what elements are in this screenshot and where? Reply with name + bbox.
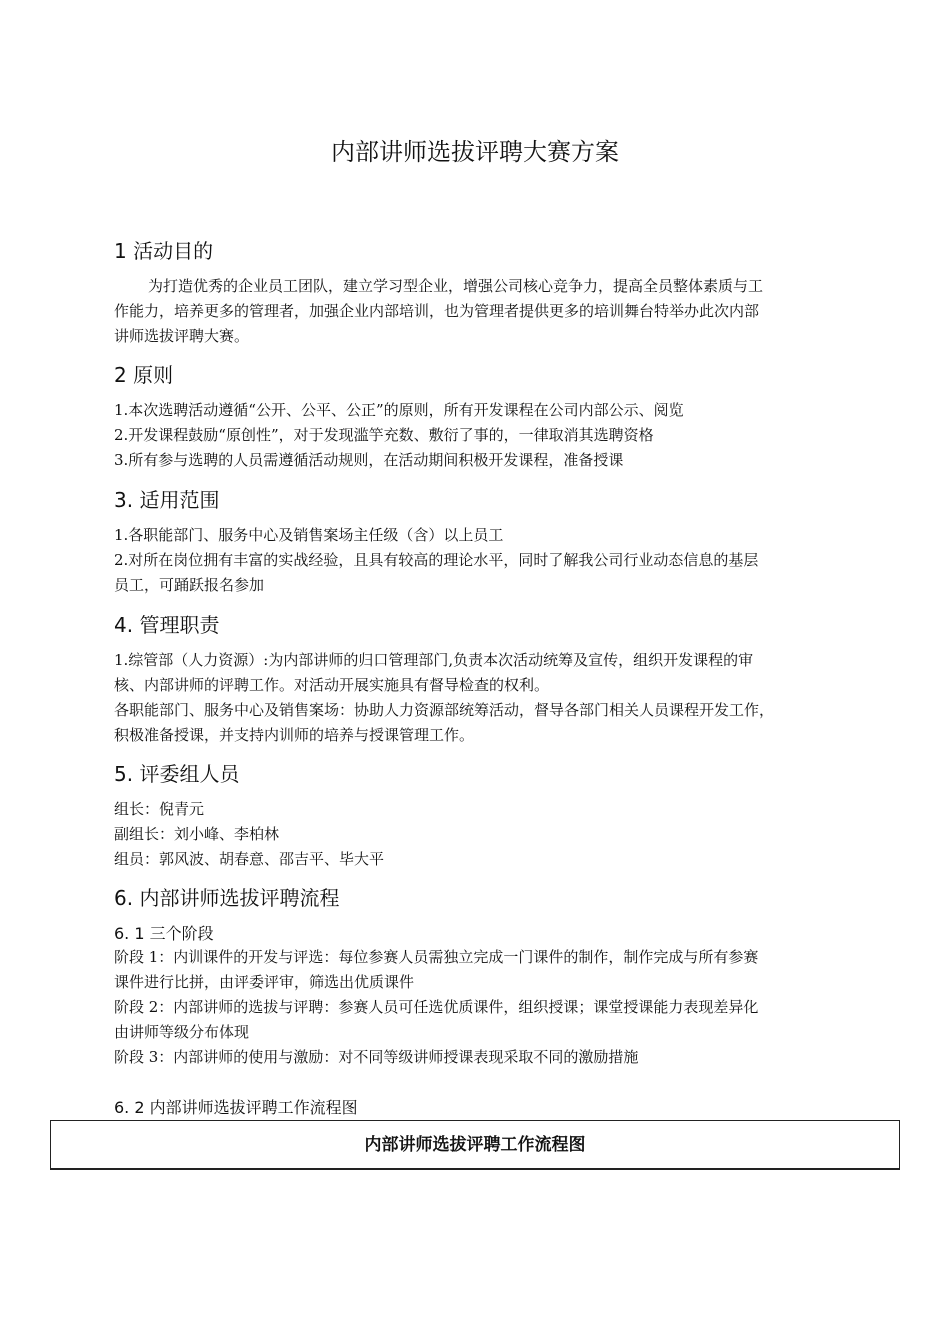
list-item: 2.开发课程鼓励“原创性”，对于发现滥竽充数、敷衍了事的，一律取消其选聘资格 [114, 426, 654, 444]
section-4-heading: 4. 管理职责 [114, 613, 220, 637]
list-item: 2.对所在岗位拥有丰富的实战经验，且具有较高的理论水平，同时了解我公司行业动态信息的基层 [114, 551, 759, 569]
section-4-body [114, 648, 854, 748]
stage-line: 课件进行比拼，由评委评审，筛选出优质课件 [114, 973, 415, 991]
stage-line: 阶段 3：内部讲师的使用与激励：对不同等级讲师授课表现采取不同的激励措施 [114, 1048, 639, 1066]
subsection-6-2-heading: 6. 2 内部讲师选拔评聘工作流程图 [114, 1098, 358, 1117]
section-3-heading: 3. 适用范围 [114, 488, 220, 512]
section-1-body [114, 274, 844, 349]
paragraph-line: 讲师选拔评聘大赛。 [114, 327, 250, 345]
section-6-body [114, 945, 844, 1070]
committee-leader: 组长：倪青元 [114, 800, 205, 818]
paragraph-line: 核、内部讲师的评聘工作。对活动开展实施具有督导检查的权利。 [114, 676, 550, 694]
committee-deputy: 副组长：刘小峰、李柏林 [114, 825, 280, 843]
committee-members: 组员：郭风波、胡春意、邵吉平、毕大平 [114, 850, 385, 868]
section-5-body [114, 797, 844, 872]
section-1-heading: 1 活动目的 [114, 239, 214, 263]
list-item: 1.各职能部门、服务中心及销售案场主任级（含）以上员工 [114, 526, 504, 544]
list-item: 1.本次选聘活动遵循“公开、公平、公正”的原则，所有开发课程在公司内部公示、阅览 [114, 401, 684, 419]
subsection-6-1-heading: 6. 1 三个阶段 [114, 924, 214, 943]
stage-line: 阶段 2：内部讲师的选拔与评聘：参赛人员可任选优质课件，组织授课；课堂授课能力表现差异化 [114, 998, 759, 1016]
paragraph-line: 作能力，培养更多的管理者，加强企业内部培训，也为管理者提供更多的培训舞台特举办此次内部 [114, 302, 760, 320]
section-2-body [114, 398, 844, 473]
list-item: 3.所有参与选聘的人员需遵循活动规则，在活动期间积极开发课程，准备授课 [114, 451, 624, 469]
list-item: 员工，可踊跃报名参加 [114, 576, 265, 594]
paragraph-line: 1.综管部（人力资源）:为内部讲师的归口管理部门,负责本次活动统筹及宣传，组织开发课程的审 [114, 651, 754, 669]
flowchart-header-box [50, 1120, 900, 1170]
flowchart-caption: 内部讲师选拔评聘工作流程图 [364, 1135, 586, 1155]
stage-line: 阶段 1：内训课件的开发与评选：每位参赛人员需独立完成一门课件的制作，制作完成与所有参赛 [114, 948, 759, 966]
section-5-heading: 5. 评委组人员 [114, 762, 240, 786]
paragraph-line: 积极准备授课，并支持内训师的培养与授课管理工作。 [114, 726, 475, 744]
document-title: 内部讲师选拔评聘大赛方案 [331, 138, 619, 166]
section-2-heading: 2 原则 [114, 363, 174, 387]
section-3-body [114, 523, 844, 598]
section-6-heading: 6. 内部讲师选拔评聘流程 [114, 886, 340, 910]
stage-line: 由讲师等级分布体现 [114, 1023, 250, 1041]
paragraph-line: 为打造优秀的企业员工团队，建立学习型企业，增强公司核心竞争力，提高全员整体素质与工 [148, 277, 764, 295]
paragraph-line: 各职能部门、服务中心及销售案场：协助人力资源部统筹活动，督导各部门相关人员课程开发工作， [114, 701, 775, 719]
